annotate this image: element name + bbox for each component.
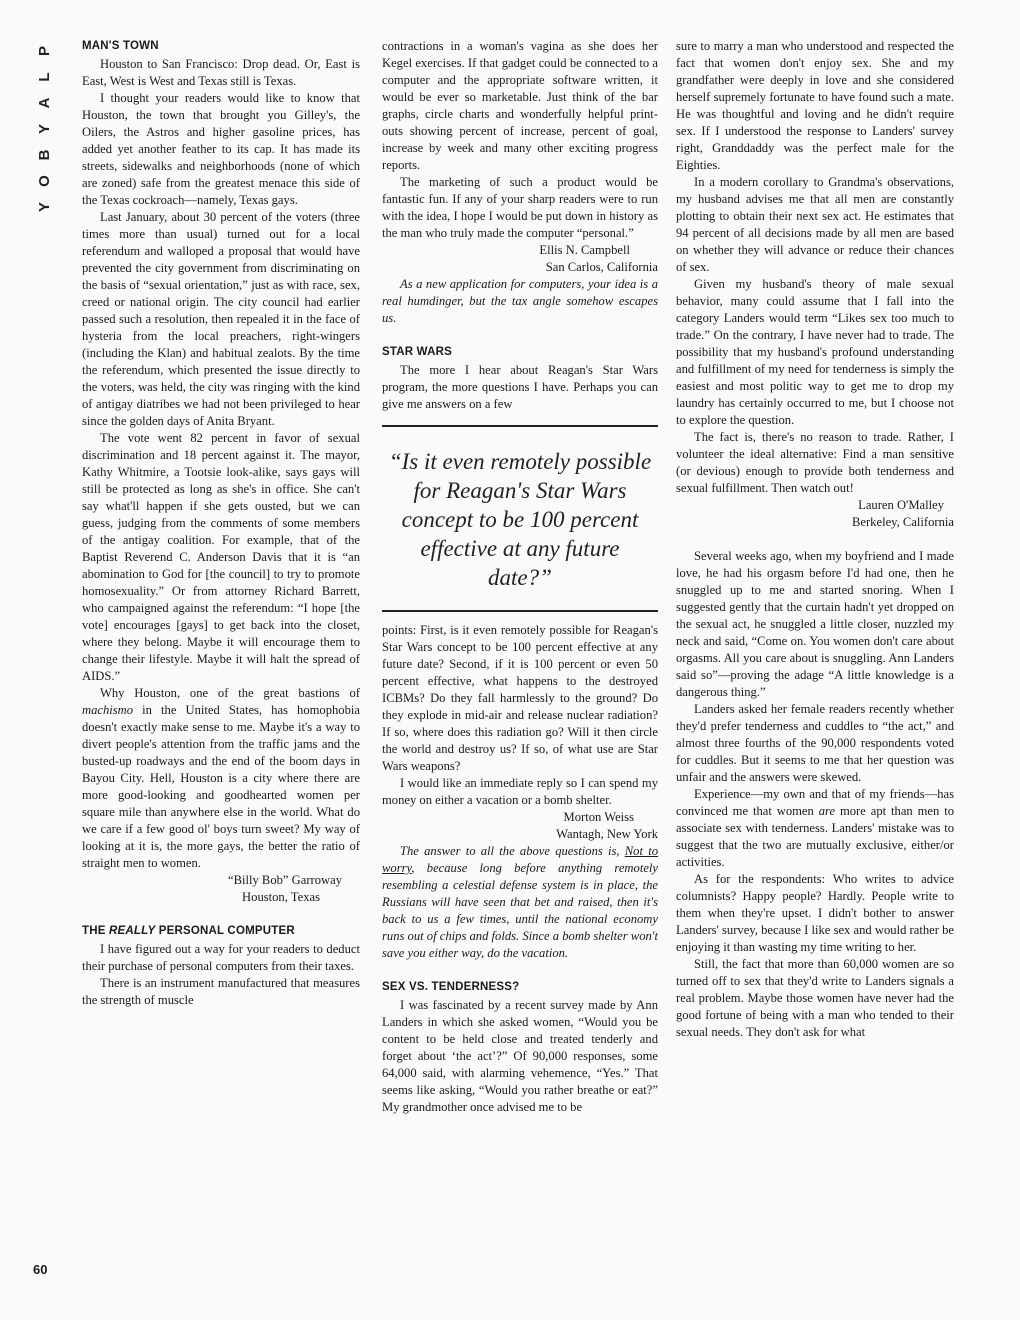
column-3: [676, 38, 954, 1041]
paragraph: Landers asked her female readers recently whether they'd prefer tenderness and cuddles to “the act,” and almost three fourths of the 90,000 respondents voted for cuddles. But it seems to me that her question was unfair and the answers were skewed.: [676, 702, 954, 784]
paragraph: In a modern corollary to Grandma's observations, my husband advises me that all men are constantly plotting to obtain their next sex act. He estimates that 94 percent of all decisions made by all men are based on whether they will advance or reduce their chances of sex.: [676, 175, 954, 274]
paragraph: I have figured out a way for your readers to deduct their purchase of personal computers from their taxes.: [82, 942, 360, 973]
heading-personal-computer: THE REALLY PERSONAL COMPUTER: [82, 925, 295, 937]
paragraph: I would like an immediate reply so I can spend my money on either a vacation or a bomb shelter.: [382, 776, 658, 807]
paragraph: The more I hear about Reagan's Star Wars program, the more questions I have. Perhaps you can give me answers on a few: [382, 363, 658, 411]
heading-star-wars: STAR WARS: [382, 346, 452, 358]
paragraph: As for the respondents: Who writes to advice columnists? Happy people? Hardly. People write to them when they're upset. I didn't bother to answer Landers' survey, because I like sex and would rather be enjoying it than wasting my time writing to her.: [676, 872, 954, 954]
magazine-name-letter: L: [36, 72, 53, 82]
signature-place: Berkeley, California: [852, 515, 954, 529]
paragraph: Given my husband's theory of male sexual behavior, many could assume that I fall into the category Landers would term “Likes sex too much to trade.” On the contrary, I have never had to trade. The possibility that my husband's profound understanding and fulfillment of my need for tenderness is simply the easiest and most politic way to get me to drop my laundry has certainly occurred to me, but I choose not to explore the question.: [676, 277, 954, 427]
signature-name: “Billy Bob” Garroway: [227, 873, 342, 887]
signature-place: Wantagh, New York: [556, 827, 658, 841]
signature-place: Houston, Texas: [242, 890, 320, 904]
magazine-name-letter: Y: [36, 202, 53, 213]
paragraph: Why Houston, one of the great bastions of machismo in the United States, has homophobia doesn't exactly make sense to me. Maybe it's a way to divert people's attention from the traffic jams and the busted-up roadways and the end of the boom days in Bayou City. Hell, Houston is a city where there are more good-looking and goodhearted women per square mile than anywhere else in the world. What do we care if a few good ol' boys turn sweet? My way of looking at it is, the more gays, the better the ratio of straight men to women.: [82, 686, 360, 870]
magazine-name-vertical: [32, 38, 58, 220]
column-1: [82, 38, 360, 1009]
heading-mans-town: MAN'S TOWN: [82, 40, 159, 52]
editor-reply: The answer to all the above questions is, Not to worry, because long before anything remotely resembling a celestial defense system is in place, the Russians will have seen that bet and raised, then it's back to us a few times, until the national economy runs out of chips and folds. Since a bomb shelter won't save you either way, do the vacation.: [382, 844, 659, 960]
paragraph: Experience—my own and that of my friends—has convinced me that women are more apt than men to associate sex with tenderness. Landers' mistake was to suggest that the two are mutually exclusive, either/or activities.: [676, 787, 954, 869]
paragraph: I was fascinated by a recent survey made by Ann Landers in which she asked women, “Would you be content to be held close and treated tenderly and forget about ‘the act’?” Of 90,000 responses, some 64,000 said, with alarming vehemence, “Yes.” That seems like asking, “Would you rather breathe or eat?” My grandmother once advised me to be: [382, 998, 658, 1114]
signature-name: Ellis N. Campbell: [539, 243, 630, 257]
signature-place: San Carlos, California: [545, 260, 658, 274]
magazine-name-letter: P: [36, 46, 53, 57]
editor-reply: As a new application for computers, your idea is a real humdinger, but the tax angle somehow escapes us.: [382, 277, 658, 325]
paragraph: The vote went 82 percent in favor of sexual discrimination and 18 percent against it. The mayor, Kathy Whitmire, a Tootsie look-alike, says gays will still be protected as long as she's in office. She can't say what'll happen if she gets ousted, but we can guess, judging from the comments of some members of the antigay coalition. For example, that of the Baptist Reverend C. Anderson Davis that it is “an abomination to God for [the council] to try to promote homosexuality.” Or from attorney Richard Barrett, who campaigned against the referendum: “I hope [the vote] encourages [gays] to get back into the closet, where they belong. Maybe it will encourage them to change their lifestyle. Maybe it will halt the spread of AIDS.”: [82, 431, 360, 683]
paragraph: I thought your readers would like to know that Houston, the town that brought you Gilley's, the Oilers, the Astros and higher gasoline prices, has added yet another feather to its cap. It has made its streets, sidewalks and neighborhoods (none of which are zoned) safe from the greatest menace this side of the Texas cockroach—namely, Texas gays.: [82, 91, 360, 207]
column-2: [382, 38, 658, 1116]
signature-name: Lauren O'Malley: [858, 498, 944, 512]
paragraph: Houston to San Francisco: Drop dead. Or, East is East, West is West and Texas still is Texas.: [82, 57, 360, 88]
magazine-name-letter: A: [36, 97, 53, 109]
paragraph: points: First, is it even remotely possible for Reagan's Star Wars concept to be 100 percent effective at any future date? Second, if it is 100 percent or even 50 percent effective, what happens to the destroyed ICBMs? Do they fall harmlessly to the ground? Do they explode in mid-air and release nuclear radiation? If so, where does this radiation go? Will it then circle the world and destroy us? If so, of what use are Star Wars weapons?: [382, 623, 658, 773]
paragraph: contractions in a woman's vagina as she does her Kegel exercises. If that gadget could be connected to a computer and the appropriate software written, it would be ever so marketable. Just think of the bar graphs, circle charts and wonderfully helpful print-outs showing percent of increase, percent of goal, increase by week and many other exciting progress reports.: [382, 39, 658, 172]
paragraph: Still, the fact that more than 60,000 women are so turned off to sex that they'd write to Landers signals a real problem. Maybe those women have never had the good fortune of being with a man who tended to their sexual needs. They don't ask for what: [676, 957, 954, 1039]
heading-sex-vs-tenderness: SEX VS. TENDERNESS?: [382, 981, 520, 993]
pull-quote: “Is it even remotely possible for Reagan's Star Wars concept to be 100 percent effective at any future date?”: [382, 425, 658, 612]
signature-name: Morton Weiss: [563, 810, 634, 824]
paragraph: There is an instrument manufactured that measures the strength of muscle: [82, 976, 360, 1007]
magazine-name-letter: B: [36, 149, 53, 161]
page-number: 60: [33, 1262, 48, 1277]
paragraph: The marketing of such a product would be fantastic fun. If any of your sharp readers were to run with the idea, I hope I would be put down in history as the man who truly made the computer “personal.”: [382, 175, 658, 240]
magazine-name-letter: O: [36, 175, 53, 187]
magazine-name-letter: Y: [36, 124, 53, 135]
paragraph: sure to marry a man who understood and respected the fact that women don't enjoy sex. She and my grandfather were deeply in love and she considered herself supremely fortunate to have found such a mate. He was thoughtful and loving and he didn't require sex. If I understood the response to Landers' survey right, Granddaddy was the perfect male for the Eighties.: [676, 39, 954, 172]
paragraph: Several weeks ago, when my boyfriend and I made love, he had his orgasm before I'd had one, then he snuggled up to me and started snoring. When I suggested gently that the curtain hadn't yet dropped on the sexual act, he snuggled a little closer, nuzzled my neck and said, “Come on. You women don't care about orgasms. All you care about is snuggling. Ann Landers said so”—proving the adage “A little knowledge is a dangerous thing.”: [676, 549, 954, 699]
paragraph: The fact is, there's no reason to trade. Rather, I volunteer the ideal alternative: Find a man sensitive (or devious) enough to provide both tenderness and sexual fulfillment. Then watch out!: [676, 430, 954, 495]
paragraph: Last January, about 30 percent of the voters (three times more than usual) turned out for a local referendum and walloped a proposal that would have prevented the city government from discriminating on the basis of “sexual orientation,” just as with race, sex, creed or national origin. The city council had earlier passed such a resolution, then repealed it in the face of hysteria from the local preachers, right-wingers (including the Klan) and habitual zealots. By the time the referendum, which presented the issue directly to the voters, was held, the city was ringing with the kind of antigay diatribes we had not been privileged to hear since the golden days of Anita Bryant.: [82, 210, 360, 428]
